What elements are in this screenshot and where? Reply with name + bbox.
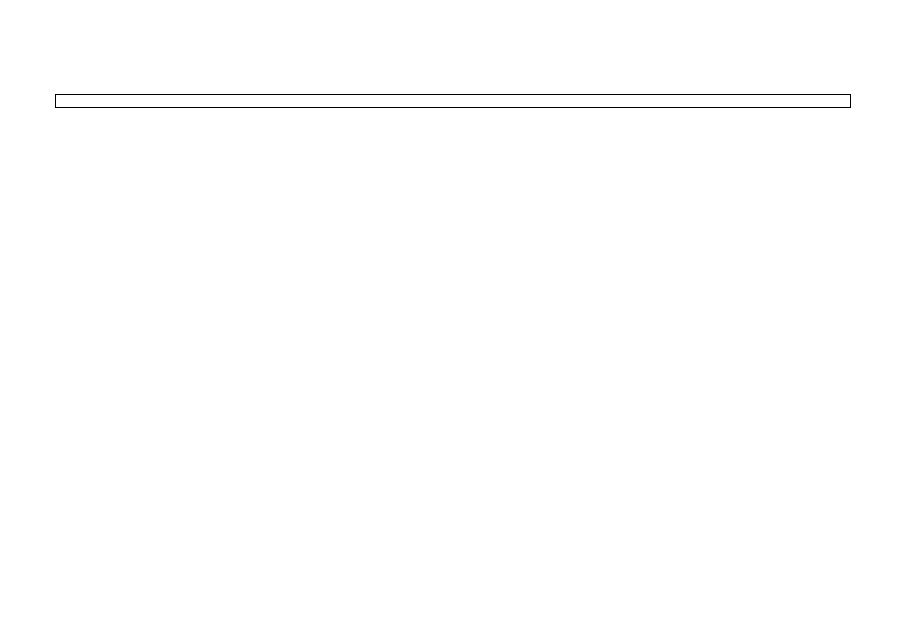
register-table xyxy=(55,94,851,108)
section-header-body xyxy=(56,95,851,108)
section-title xyxy=(56,95,851,108)
section-header-row xyxy=(56,95,851,108)
